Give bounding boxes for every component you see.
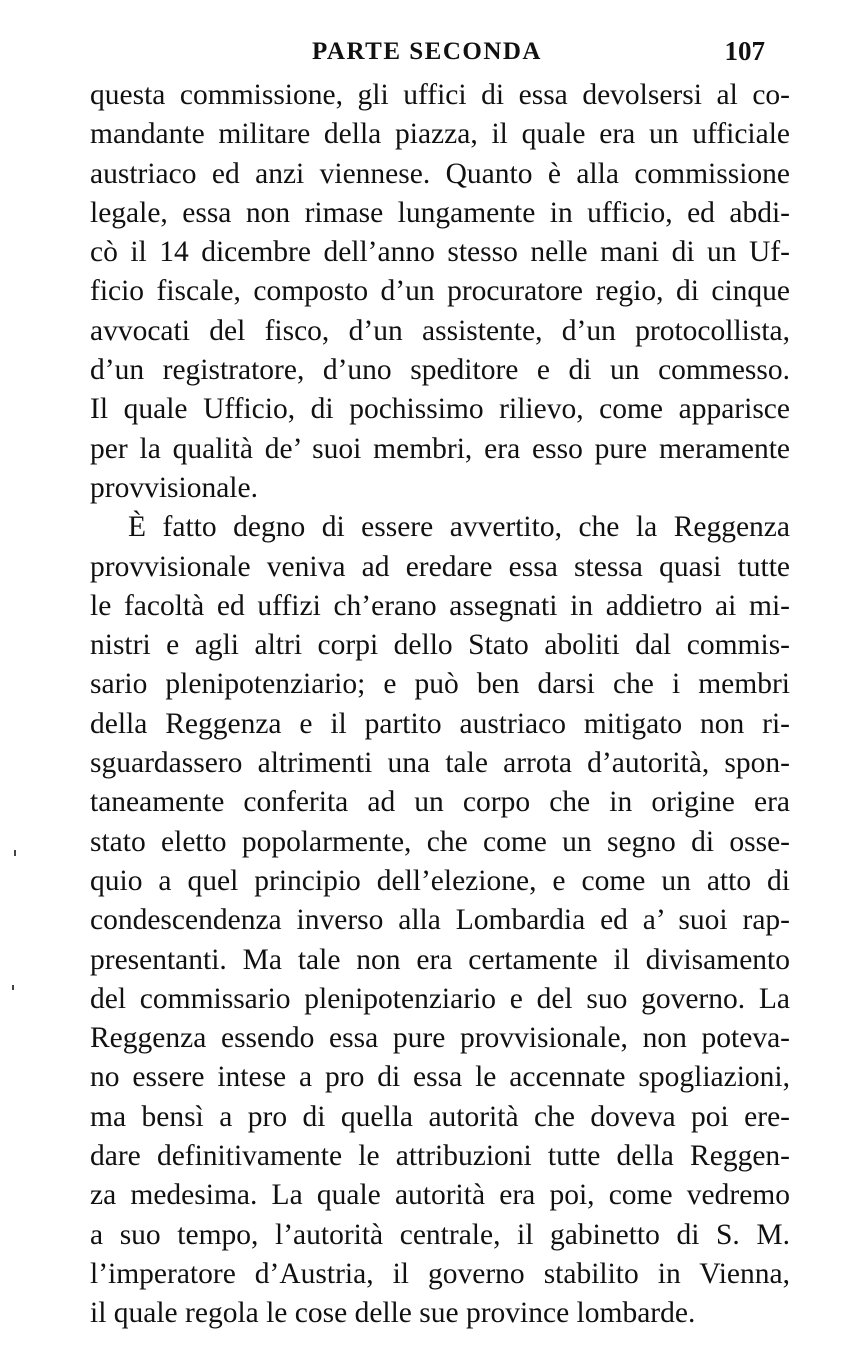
text-line: taneamente conferita ad un corpo che in origine era — [90, 786, 790, 819]
text-line: nistri e agli altri corpi dello Stato aboliti dal commis- — [90, 629, 790, 662]
margin-mark — [12, 985, 14, 990]
text-line: cò il 14 dicembre dell’anno stesso nelle mani di un Uf- — [90, 236, 790, 269]
page-number: 107 — [724, 36, 765, 66]
text-line: per la qualità de’ suoi membri, era esso pure meramente — [90, 432, 790, 465]
text-line: sario plenipotenziario; e può ben darsi che i membri — [90, 668, 790, 701]
text-line: stato eletto popolarmente, che come un segno di osse- — [90, 825, 790, 858]
text-line: avvocati del fisco, d’un assistente, d’un protocollista, — [90, 314, 790, 347]
text-line: condescendenza inverso alla Lombardia ed a’ suoi rap- — [90, 904, 790, 937]
text-line: quio a quel principio dell’elezione, e come un atto di — [90, 864, 790, 897]
text-line: presentanti. Ma tale non era certamente il divisamento — [90, 943, 790, 976]
text-line: a suo tempo, l’autorità centrale, il gabinetto di S. M. — [90, 1218, 790, 1251]
text-line: ma bensì a pro di quella autorità che doveva poi ere- — [90, 1100, 790, 1133]
text-line: mandante militare della piazza, il quale era un ufficiale — [90, 118, 790, 151]
text-line: È fatto degno di essere avvertito, che la Reggenza — [128, 511, 790, 544]
text-line: il quale regola le cose delle sue province lombarde. — [90, 1297, 696, 1330]
page-header — [90, 38, 770, 78]
body-text — [90, 76, 790, 1334]
text-line: questa commissione, gli uffici di essa devolsersi al co- — [90, 79, 790, 111]
paragraph-1 — [90, 76, 790, 508]
text-line: ficio fiscale, composto d’un procuratore regio, di cinque — [90, 275, 790, 308]
text-line: le facoltà ed uffizi ch’erano assegnati in addietro ai mi- — [90, 589, 790, 622]
text-line: no essere intese a pro di essa le accennate spogliazioni, — [90, 1061, 790, 1094]
text-line: Il quale Ufficio, di pochissimo rilievo, come apparisce — [90, 393, 790, 426]
text-line: sguardassero altrimenti una tale arrota d’autorità, spon- — [90, 747, 790, 780]
text-line: dare definitivamente le attribuzioni tutte della Reggen- — [90, 1140, 790, 1173]
text-line: provvisionale veniva ad eredare essa stessa quasi tutte — [90, 550, 790, 583]
text-line: za medesima. La quale autorità era poi, come vedremo — [90, 1179, 790, 1212]
text-line: provvisionale. — [90, 471, 258, 504]
text-line: del commissario plenipotenziario e del suo governo. La — [90, 982, 790, 1015]
text-line: legale, essa non rimase lungamente in ufficio, ed abdi- — [90, 196, 790, 229]
text-line: l’imperatore d’Austria, il governo stabilito in Vienna, — [90, 1257, 790, 1290]
paragraph-2 — [90, 508, 790, 1333]
text-line: austriaco ed anzi viennese. Quanto è alla commissione — [90, 157, 790, 190]
text-line: d’un registratore, d’uno speditore e di un commesso. — [90, 354, 790, 387]
margin-mark — [14, 850, 16, 856]
text-line: Reggenza essendo essa pure provvisionale, non poteva- — [90, 1022, 790, 1055]
running-title: PARTE SECONDA — [312, 38, 542, 65]
text-line: della Reggenza e il partito austriaco mitigato non ri- — [90, 707, 790, 740]
